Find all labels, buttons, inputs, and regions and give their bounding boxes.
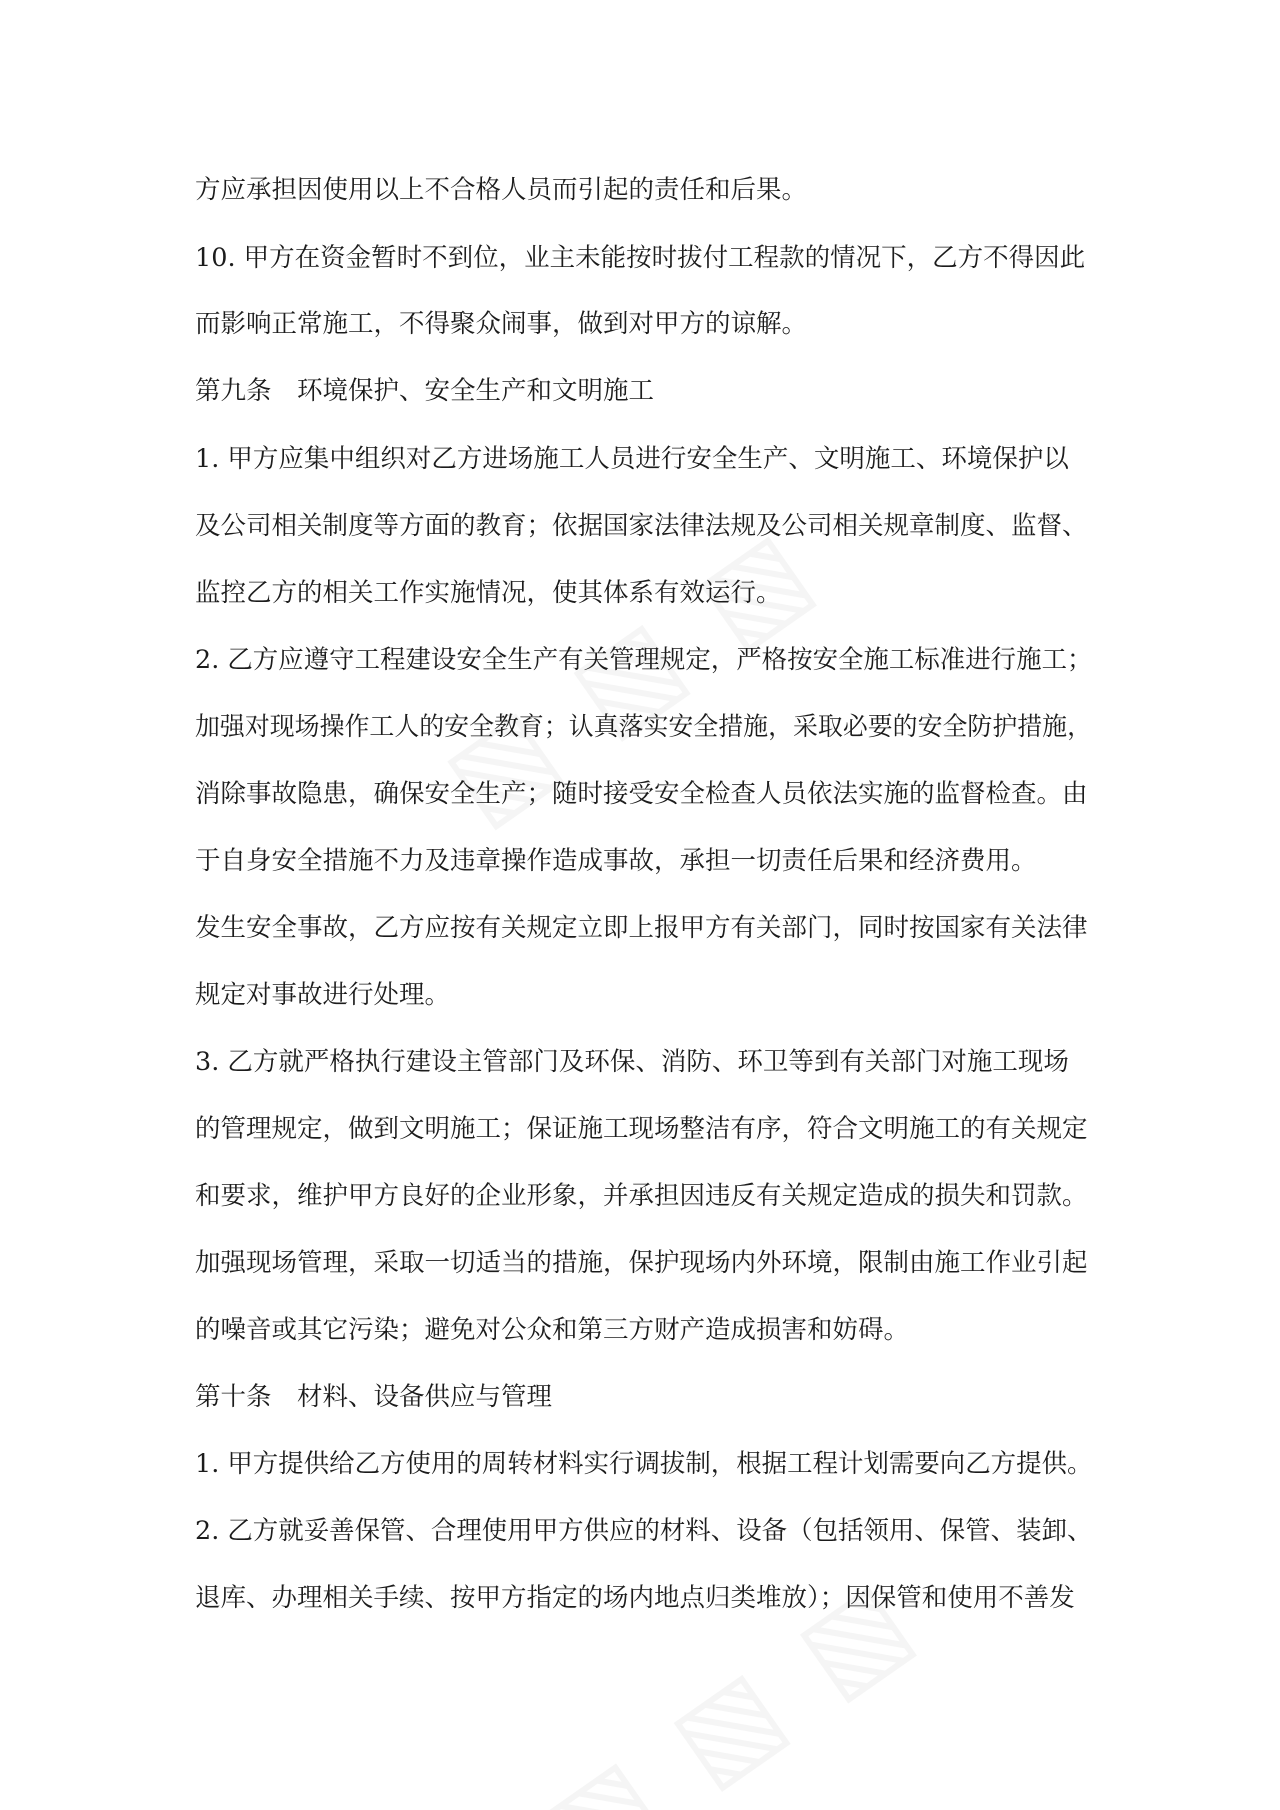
text-line: 的管理规定，做到文明施工；保证施工现场整洁有序，符合文明施工的有关规定: [195, 1114, 1088, 1144]
text-line: 消除事故隐患，确保安全生产；随时接受安全检查人员依法实施的监督检查。由: [195, 779, 1088, 809]
text-line: 方应承担因使用以上不合格人员而引起的责任和后果。: [195, 175, 808, 205]
text-line: 加强现场管理，采取一切适当的措施，保护现场内外环境，限制由施工作业引起: [195, 1248, 1088, 1278]
text-line: 2. 乙方就妥善保管、合理使用甲方供应的材料、设备（包括领用、保管、装卸、: [195, 1516, 1093, 1546]
text-line: 而影响正常施工，不得聚众闹事，做到对甲方的谅解。: [195, 309, 808, 339]
text-line: 3. 乙方就严格执行建设主管部门及环保、消防、环卫等到有关部门对施工现场: [195, 1047, 1069, 1077]
section-heading: 第九条 环境保护、安全生产和文明施工: [195, 376, 655, 406]
text-line: 发生安全事故，乙方应按有关规定立即上报甲方有关部门，同时按国家有关法律: [195, 913, 1088, 943]
text-line: 及公司相关制度等方面的教育；依据国家法律法规及公司相关规章制度、监督、: [195, 511, 1088, 541]
text-line: 和要求，维护甲方良好的企业形象，并承担因违反有关规定造成的损失和罚款。: [195, 1181, 1088, 1211]
text-line: 2. 乙方应遵守工程建设安全生产有关管理规定，严格按安全施工标准进行施工；: [195, 645, 1093, 675]
text-line: 加强对现场操作工人的安全教育；认真落实安全措施，采取必要的安全防护措施，: [195, 712, 1092, 742]
text-line: 1. 甲方应集中组织对乙方进场施工人员进行安全生产、文明施工、环境保护以: [195, 444, 1069, 474]
text-line: 10. 甲方在资金暂时不到位，业主未能按时拔付工程款的情况下，乙方不得因此: [195, 243, 1086, 273]
text-line: 于自身安全措施不力及违章操作造成事故，承担一切责任后果和经济费用。: [195, 846, 1037, 876]
text-line: 退库、办理相关手续、按甲方指定的场内地点归类堆放）；因保管和使用不善发: [195, 1583, 1075, 1613]
text-line: 1. 甲方提供给乙方使用的周转材料实行调拔制，根据工程计划需要向乙方提供。: [195, 1449, 1093, 1479]
text-line: 规定对事故进行处理。: [195, 980, 451, 1010]
section-heading: 第十条 材料、设备供应与管理: [195, 1382, 553, 1412]
text-line: 监控乙方的相关工作实施情况，使其体系有效运行。: [195, 578, 782, 608]
text-line: 的噪音或其它污染；避免对公众和第三方财产造成损害和妨碍。: [195, 1315, 910, 1345]
